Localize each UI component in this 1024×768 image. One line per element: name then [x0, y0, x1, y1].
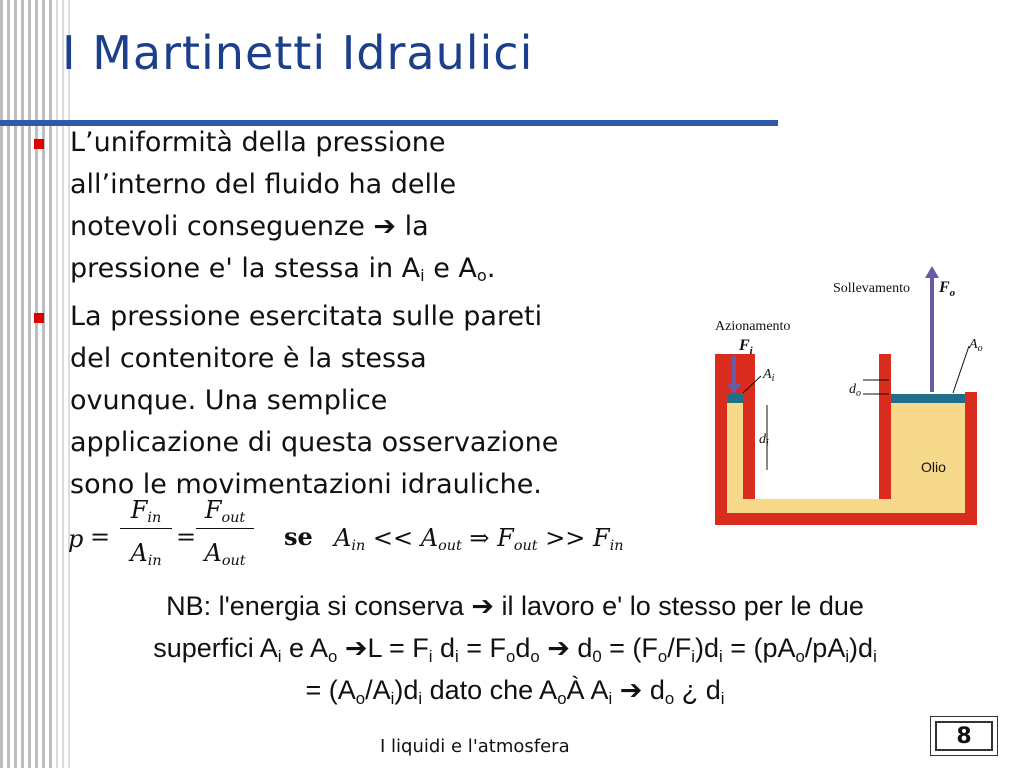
- diagram-label-olio: Olio: [921, 459, 946, 475]
- arrow-icon: ➔: [471, 591, 495, 621]
- diagram-label-ai: $A_i$: [763, 367, 775, 384]
- left-wall: [715, 354, 727, 525]
- right-wall: [965, 392, 977, 525]
- formula-se: se: [284, 522, 313, 551]
- diagram-label-fi: $F_i$: [739, 337, 753, 357]
- slide-title: I Martinetti Idraulici: [62, 26, 534, 80]
- diagram-label-do: $d_o$: [849, 382, 861, 399]
- fraction-fin-ain: [120, 496, 172, 567]
- arrow-icon: ➔: [619, 675, 643, 705]
- small-piston: [727, 394, 743, 403]
- bullet-marker: [34, 313, 44, 323]
- fraction-denominator: $A_{in}$: [130, 539, 162, 569]
- divider-left: [743, 354, 755, 499]
- fraction-bar: [120, 528, 172, 529]
- arrow-icon: ➔: [547, 633, 570, 663]
- formula-condition: $A_{in} << A_{out}$ ⇒ $F_{out} >> F_{in}$: [334, 524, 624, 554]
- container-bottom: [715, 516, 977, 525]
- fraction-numerator: $F_{out}$: [204, 496, 246, 526]
- footer-text: I liquidi e l'atmosfera: [380, 736, 570, 757]
- formula-p: p: [68, 525, 84, 553]
- hydraulic-press-diagram: [703, 260, 1003, 542]
- diagram-label-sollevamento: Sollevamento: [833, 281, 910, 296]
- arrow-icon: ➔: [373, 211, 397, 242]
- fraction-fout-aout: [196, 496, 254, 567]
- diagram-label-fo: $F_o$: [939, 279, 956, 299]
- fraction-numerator: $F_{in}$: [130, 496, 162, 526]
- bullet-item-2: La pressione esercitata sulle pareti del contenitore è la stessa ovunque. Una semplice applicazione di questa osservazione sono le movimentazioni idrauliche.: [30, 296, 690, 506]
- large-piston: [891, 394, 965, 403]
- diagram-label-ao: $A_o$: [969, 337, 983, 354]
- diagram-label-di: $d_i$: [759, 432, 769, 449]
- formula-eq-1: =: [90, 523, 111, 551]
- bullet-item-1: L’uniformità della pressione all’interno del fluido ha delle notevoli conseguenze ➔ la pressione e' la stessa in $A_i$ e $A_o$.: [30, 122, 690, 290]
- formula-eq-2: =: [176, 523, 197, 551]
- fraction-denominator: $A_{out}$: [204, 539, 246, 569]
- fraction-bar: [196, 528, 254, 529]
- divider-right: [879, 354, 891, 499]
- bullet-marker: [34, 139, 44, 149]
- diagram-label-azionamento: Azionamento: [715, 319, 791, 334]
- energy-note: NB: l'energia si conserva ➔ il lavoro e' lo stesso per le due superfici $A_i$ e $A_o$ ➔L = $F_i$ $d_i = F_od_o$ ➔ $d_0 = (F_o/F_i)d_i = (pA_o/pA_i)d_i$ = $(A_o/A_i)d_i$ dato che $A_oÀ$ $A_i$ ➔ $d_o$ ¿ $d_i$: [153, 591, 877, 708]
- page-number: 8: [935, 721, 993, 751]
- page-number-box: [930, 716, 998, 756]
- bullet-list: [30, 122, 690, 506]
- pressure-formula: [64, 496, 684, 586]
- arrow-icon: ➔: [344, 633, 368, 663]
